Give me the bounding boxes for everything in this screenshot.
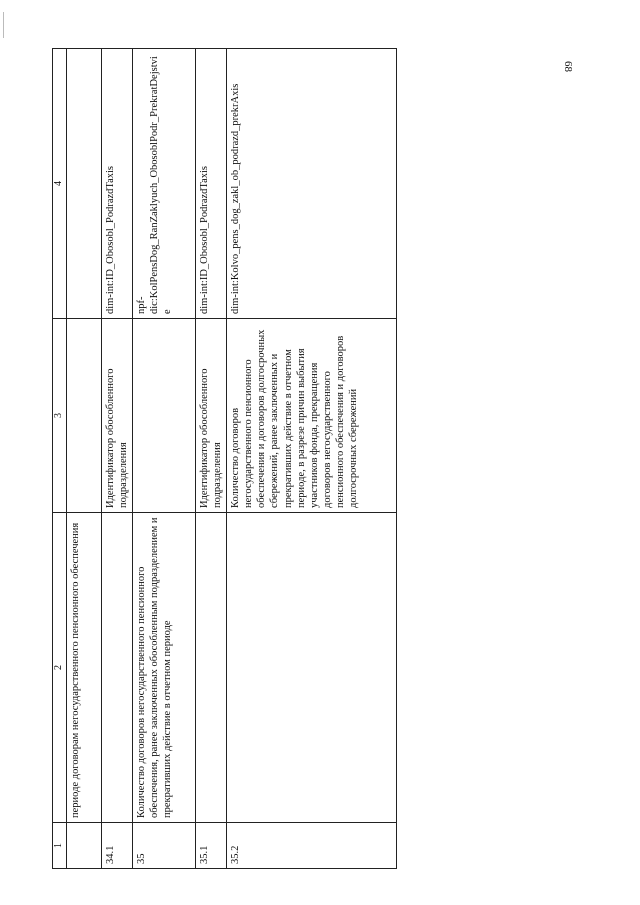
row-description: [132, 319, 195, 513]
table-row: [132, 49, 195, 869]
header-cell-1: 1: [53, 823, 67, 869]
row-code: 35: [132, 823, 195, 869]
rotated-table-container: [52, 49, 397, 869]
header-cell-2: 2: [53, 513, 67, 823]
row-element: npf-dic:KolPensDog_RanZaklyuch_ObosoblPodr_PrekratDejstvie: [132, 49, 195, 319]
header-cell-4: 4: [53, 49, 67, 319]
table-header-row: [53, 49, 67, 869]
row-element: dim-int:ID_Obosobl_PodrazdTaxis: [101, 49, 132, 319]
row-name: Количество договоров негосударственного пенсионного обеспечения, ранее заключенных обособленным подразделением и прекративших действие в отчетном периоде: [132, 513, 195, 823]
page-edge-mark: [3, 12, 4, 38]
row-description: [66, 319, 101, 513]
table-row: [227, 49, 397, 869]
row-name: [101, 513, 132, 823]
row-name: периоде договорам негосударственного пенсионного обеспечения: [66, 513, 101, 823]
row-element: dim-int:ID_Obosobl_PodrazdTaxis: [195, 49, 226, 319]
row-element: [66, 49, 101, 319]
row-code: [66, 823, 101, 869]
row-name: [195, 513, 226, 823]
table-row: [101, 49, 132, 869]
table-row: [195, 49, 226, 869]
row-code: 35.2: [227, 823, 397, 869]
row-description: Идентификатор обособленного подразделения: [101, 319, 132, 513]
table-row: [66, 49, 101, 869]
page-number: 68: [562, 61, 574, 72]
header-cell-3: 3: [53, 319, 67, 513]
row-code: 34.1: [101, 823, 132, 869]
row-description: Идентификатор обособленного подразделения: [195, 319, 226, 513]
row-element: dim-int:Kolvo_pens_dog_zakl_ob_podrazd_prekrAxis: [227, 49, 397, 319]
row-name: [227, 513, 397, 823]
row-code: 35.1: [195, 823, 226, 869]
data-table: [52, 48, 397, 869]
row-description: Количество договоров негосударственного пенсионного обеспечения и договоров долгосрочных сбережений, ранее заключенных и прекративших действие в отчетном периоде, в разрезе причин выбытия участников фонда, прекращения договоров негосударственного пенсионного обеспечения и договоров долгосрочных сбережений: [227, 319, 397, 513]
